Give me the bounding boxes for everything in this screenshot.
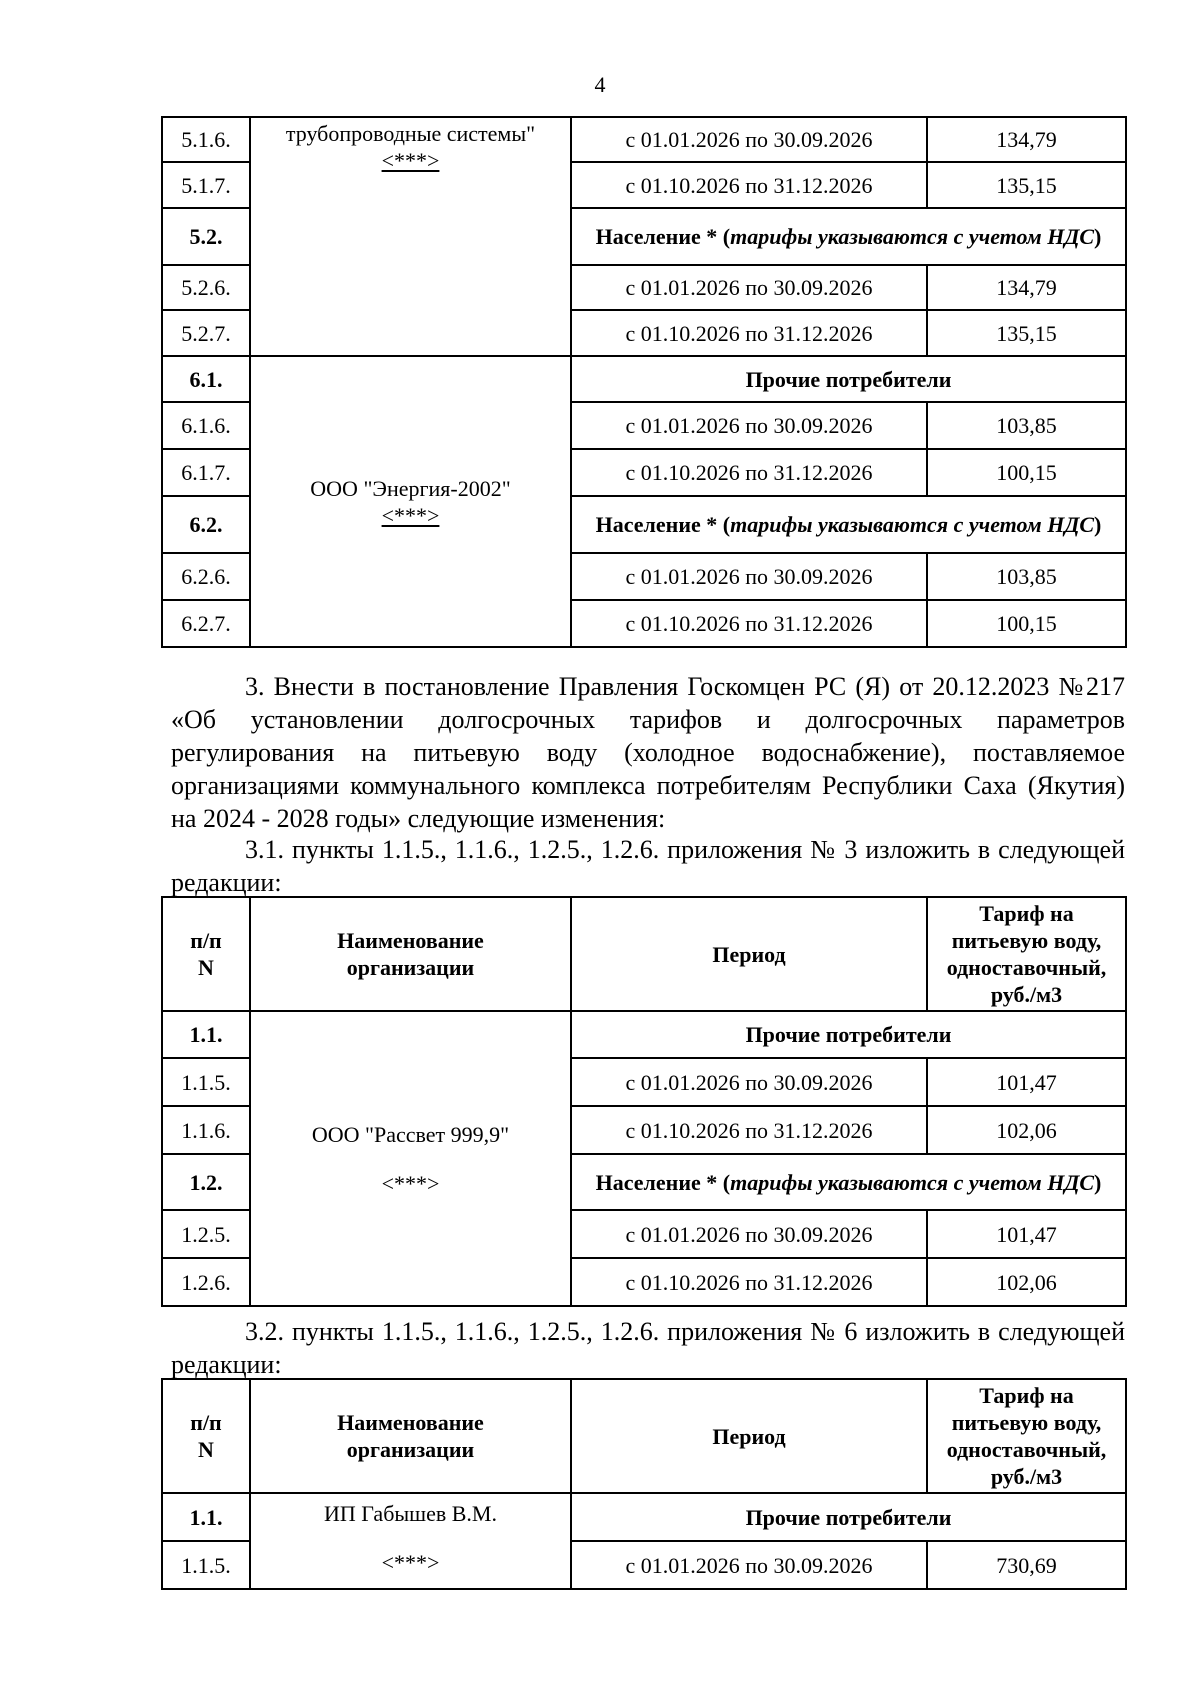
value-cell: 100,15 <box>927 600 1126 647</box>
tariff-table-appendix-3 <box>161 896 1127 1307</box>
category-cell <box>571 208 1126 265</box>
value-cell: 135,15 <box>927 162 1126 208</box>
paragraph-3-2-text: 3.2. пункты 1.1.5., 1.1.6., 1.2.5., 1.2.6. приложения № 6 изложить в следующей редакции: <box>171 1317 1125 1379</box>
value-cell: 102,06 <box>927 1258 1126 1306</box>
row-number: 6.2.7. <box>162 600 250 647</box>
tariff-table-appendix-6 <box>161 1378 1127 1590</box>
category-close: ) <box>1094 512 1102 537</box>
value-cell: 101,47 <box>927 1210 1126 1258</box>
row-number: 1.1.5. <box>162 1541 250 1589</box>
tariff-table-continuation <box>161 116 1127 648</box>
period-cell: с 01.01.2026 по 30.09.2026 <box>571 402 927 449</box>
header-org: Наименование организации <box>250 897 571 1011</box>
category-note: тарифы указываются с учетом НДС <box>730 1169 1095 1195</box>
value-cell: 101,47 <box>927 1058 1126 1106</box>
period-cell: с 01.10.2026 по 31.12.2026 <box>571 310 927 356</box>
category-label: Население * ( <box>595 512 731 537</box>
row-number: 5.2.6. <box>162 265 250 310</box>
category-close: ) <box>1094 224 1102 249</box>
row-number: 5.1.6. <box>162 117 250 162</box>
org-name: ООО "Рассвет 999,9" <box>311 1121 510 1147</box>
value-cell: 134,79 <box>927 117 1126 162</box>
period-cell: с 01.01.2026 по 30.09.2026 <box>571 1541 927 1589</box>
org-name: ИП Габышев В.М. <box>323 1501 497 1526</box>
org-cell <box>250 1493 571 1589</box>
category-label: Население * ( <box>595 224 731 249</box>
period-cell: с 01.10.2026 по 31.12.2026 <box>571 600 927 647</box>
row-number: 5.2.7. <box>162 310 250 356</box>
row-number: 6.2.6. <box>162 553 250 600</box>
header-period: Период <box>571 897 927 1011</box>
org-name: ООО "Энергия-2002" <box>310 475 511 501</box>
paragraph-3 <box>171 670 1125 835</box>
org-cell <box>250 1011 571 1306</box>
category-note: тарифы указываются с учетом НДС <box>730 512 1095 537</box>
row-number: 1.2.6. <box>162 1258 250 1306</box>
period-cell: с 01.01.2026 по 30.09.2026 <box>571 1058 927 1106</box>
table-row <box>162 356 1126 402</box>
header-num: п/п N <box>162 1379 250 1493</box>
category-cell: Прочие потребители <box>571 1493 1126 1541</box>
value-cell: 135,15 <box>927 310 1126 356</box>
row-number: 1.1. <box>162 1493 250 1541</box>
category-cell <box>571 1154 1126 1210</box>
row-number: 6.1. <box>162 356 250 402</box>
header-org: Наименование организации <box>250 1379 571 1493</box>
category-cell <box>571 496 1126 553</box>
period-cell: с 01.10.2026 по 31.12.2026 <box>571 1258 927 1306</box>
org-anon: <***> <box>381 1170 440 1196</box>
value-cell: 102,06 <box>927 1106 1126 1154</box>
row-number: 5.2. <box>162 208 250 265</box>
row-number: 1.1.6. <box>162 1106 250 1154</box>
category-note: тарифы указываются с учетом НДС <box>730 224 1095 249</box>
value-cell: 100,15 <box>927 449 1126 496</box>
header-period: Период <box>571 1379 927 1493</box>
period-cell: с 01.10.2026 по 31.12.2026 <box>571 162 927 208</box>
header-num: п/п N <box>162 897 250 1011</box>
value-cell: 134,79 <box>927 265 1126 310</box>
org-anon: <***> <box>381 1550 440 1575</box>
row-number: 1.2. <box>162 1154 250 1210</box>
row-number: 5.1.7. <box>162 162 250 208</box>
period-cell: с 01.10.2026 по 31.12.2026 <box>571 1106 927 1154</box>
page-number: 4 <box>594 72 606 97</box>
row-number: 1.1. <box>162 1011 250 1058</box>
table-row <box>162 117 1126 162</box>
org-name: трубопроводные системы" <box>285 121 536 146</box>
row-number: 6.1.7. <box>162 449 250 496</box>
paragraph-3-2 <box>171 1315 1125 1381</box>
table-row <box>162 1011 1126 1058</box>
table-row <box>162 1493 1126 1541</box>
table-header-row <box>162 897 1126 1011</box>
category-label: Население * ( <box>595 1169 731 1195</box>
org-anon: <***> <box>381 502 440 528</box>
period-cell: с 01.01.2026 по 30.09.2026 <box>571 553 927 600</box>
paragraph-3-1-text: 3.1. пункты 1.1.5., 1.1.6., 1.2.5., 1.2.6. приложения № 3 изложить в следующей редакции: <box>171 835 1125 897</box>
org-cell <box>250 356 571 647</box>
row-number: 6.2. <box>162 496 250 553</box>
period-cell: с 01.01.2026 по 30.09.2026 <box>571 265 927 310</box>
period-cell: с 01.01.2026 по 30.09.2026 <box>571 1210 927 1258</box>
row-number: 6.1.6. <box>162 402 250 449</box>
org-cell <box>250 117 571 356</box>
header-tariff: Тариф на питьевую воду, одноставочный, руб./м3 <box>927 1379 1126 1493</box>
row-number: 1.2.5. <box>162 1210 250 1258</box>
period-cell: с 01.01.2026 по 30.09.2026 <box>571 117 927 162</box>
category-close: ) <box>1094 1169 1102 1195</box>
paragraph-3-text: 3. Внести в постановление Правления Госкомцен РС (Я) от 20.12.2023 №217 «Об установлении долгосрочных тарифов и долгосрочных параметров регулирования на питьевую воду (холодное водоснабжение), поставляемое организациями коммунального комплекса потребителям Республики Саха (Якутия) на 2024 - 2028 годы» следующие изменения: <box>171 672 1125 833</box>
value-cell: 730,69 <box>927 1541 1126 1589</box>
value-cell: 103,85 <box>927 553 1126 600</box>
value-cell: 103,85 <box>927 402 1126 449</box>
org-anon: <***> <box>381 148 440 173</box>
header-tariff: Тариф на питьевую воду, одноставочный, руб./м3 <box>927 897 1126 1011</box>
category-cell: Прочие потребители <box>571 1011 1126 1058</box>
paragraph-3-1 <box>171 833 1125 899</box>
category-cell: Прочие потребители <box>571 356 1126 402</box>
row-number: 1.1.5. <box>162 1058 250 1106</box>
table-header-row <box>162 1379 1126 1493</box>
period-cell: с 01.10.2026 по 31.12.2026 <box>571 449 927 496</box>
